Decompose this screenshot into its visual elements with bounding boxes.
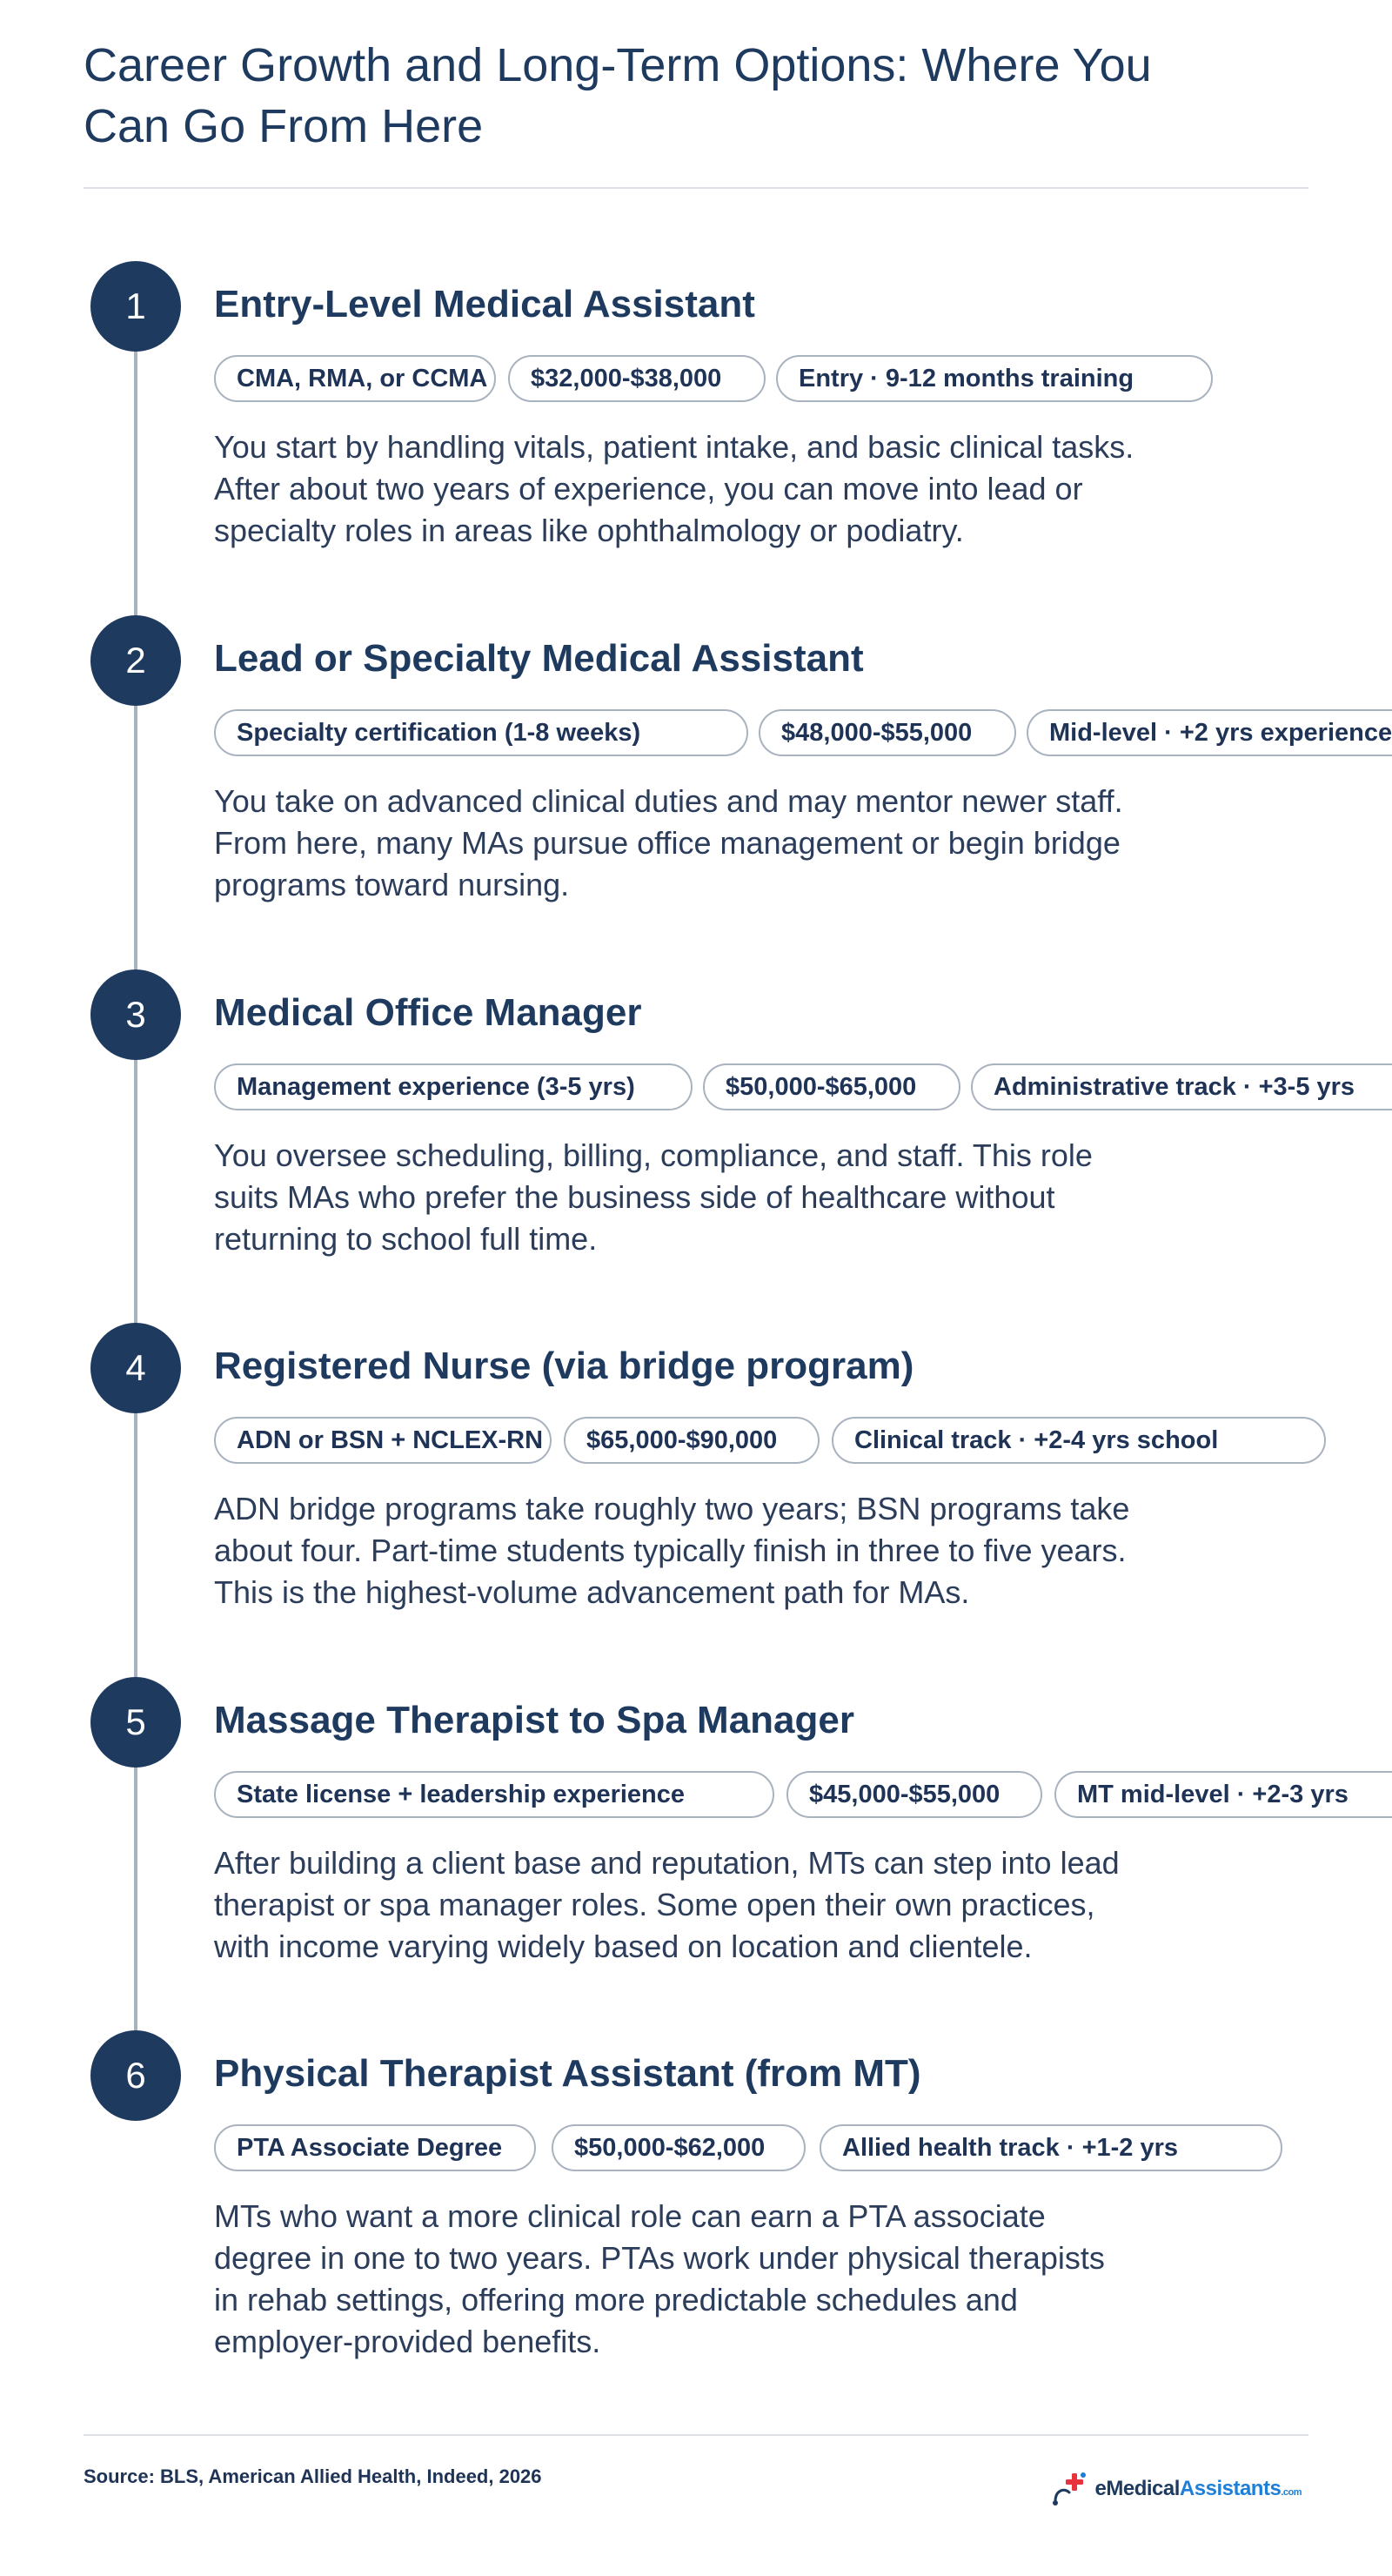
track-tag: MT mid-level · +2-3 yrs xyxy=(1054,1771,1392,1818)
footer-divider xyxy=(84,2434,1308,2436)
brand-accent: Assistants xyxy=(1179,2477,1282,2500)
credential-tag: ADN or BSN + NCLEX-RN xyxy=(214,1417,552,1464)
step-description: You oversee scheduling, billing, compliance, and staff. This role suits MAs who prefer the business side of healthcare without returning to school full time. xyxy=(214,1137,1093,1257)
credential-tag: Management experience (3-5 yrs) xyxy=(214,1063,693,1110)
step-number-badge: 3 xyxy=(90,969,181,1060)
track-tag: Mid-level · +2 yrs experience xyxy=(1027,709,1392,756)
salary-tag: $50,000-$65,000 xyxy=(703,1063,960,1110)
step-description: ADN bridge programs take roughly two years; BSN programs take about four. Part-time students typically finish in three to five years. This is the highest-volume advancement path for MAs. xyxy=(214,1491,1130,1610)
track-tag: Administrative track · +3-5 yrs xyxy=(971,1063,1392,1110)
brand-suffix: .com xyxy=(1281,2487,1302,2498)
step-title: Physical Therapist Assistant (from MT) xyxy=(214,2052,921,2095)
step-number-badge: 6 xyxy=(90,2030,181,2121)
track-tag: Entry · 9-12 months training xyxy=(776,355,1213,402)
track-tag: Clinical track · +2-4 yrs school xyxy=(832,1417,1326,1464)
career-step xyxy=(0,969,1392,1318)
brand-wordmark xyxy=(1095,2477,1302,2501)
step-title: Entry-Level Medical Assistant xyxy=(214,283,755,325)
credential-tag: CMA, RMA, or CCMA xyxy=(214,355,496,402)
career-step xyxy=(0,2030,1392,2378)
career-step xyxy=(0,261,1392,609)
step-number-badge: 2 xyxy=(90,615,181,706)
step-number-badge: 1 xyxy=(90,261,181,352)
step-number-badge: 4 xyxy=(90,1323,181,1413)
salary-tag: $48,000-$55,000 xyxy=(759,709,1016,756)
track-tag: Allied health track · +1-2 yrs xyxy=(820,2124,1282,2171)
career-step xyxy=(0,615,1392,963)
step-number-badge: 5 xyxy=(90,1677,181,1768)
header-divider xyxy=(84,187,1308,189)
step-description: After building a client base and reputation, MTs can step into lead therapist or spa manager roles. Some open their own practices, with income varying widely based on location and clientele. xyxy=(214,1845,1120,1964)
salary-tag: $45,000-$55,000 xyxy=(786,1771,1042,1818)
page-title: Career Growth and Long-Term Options: Where You Can Go From Here xyxy=(84,39,1152,152)
step-title: Massage Therapist to Spa Manager xyxy=(214,1699,854,1741)
salary-tag: $50,000-$62,000 xyxy=(552,2124,806,2171)
career-step xyxy=(0,1677,1392,2025)
step-title: Medical Office Manager xyxy=(214,991,642,1034)
source-note: Source: BLS, American Allied Health, Indeed, 2026 xyxy=(84,2465,542,2487)
career-step xyxy=(0,1323,1392,1671)
step-title: Lead or Specialty Medical Assistant xyxy=(214,637,864,680)
salary-tag: $65,000-$90,000 xyxy=(564,1417,820,1464)
step-description: MTs who want a more clinical role can earn a PTA associate degree in one to two years. PTAs work under physical therapists in rehab settings, offering more predictable schedules and employer-provided benefits. xyxy=(214,2198,1105,2359)
salary-tag: $32,000-$38,000 xyxy=(508,355,766,402)
credential-tag: Specialty certification (1-8 weeks) xyxy=(214,709,748,756)
brand-logo[interactable] xyxy=(1050,2470,1302,2508)
step-title: Registered Nurse (via bridge program) xyxy=(214,1345,914,1387)
credential-tag: PTA Associate Degree xyxy=(214,2124,536,2171)
step-description: You take on advanced clinical duties and may mentor newer staff. From here, many MAs pursue office management or begin bridge programs toward nursing. xyxy=(214,783,1123,902)
medical-cross-icon xyxy=(1050,2470,1090,2508)
brand-prefix: eMedical xyxy=(1094,2477,1180,2500)
step-description: You start by handling vitals, patient intake, and basic clinical tasks. After about two years of experience, you can move into lead or specialty roles in areas like ophthalmology or podiatry. xyxy=(214,429,1134,548)
credential-tag: State license + leadership experience xyxy=(214,1771,774,1818)
